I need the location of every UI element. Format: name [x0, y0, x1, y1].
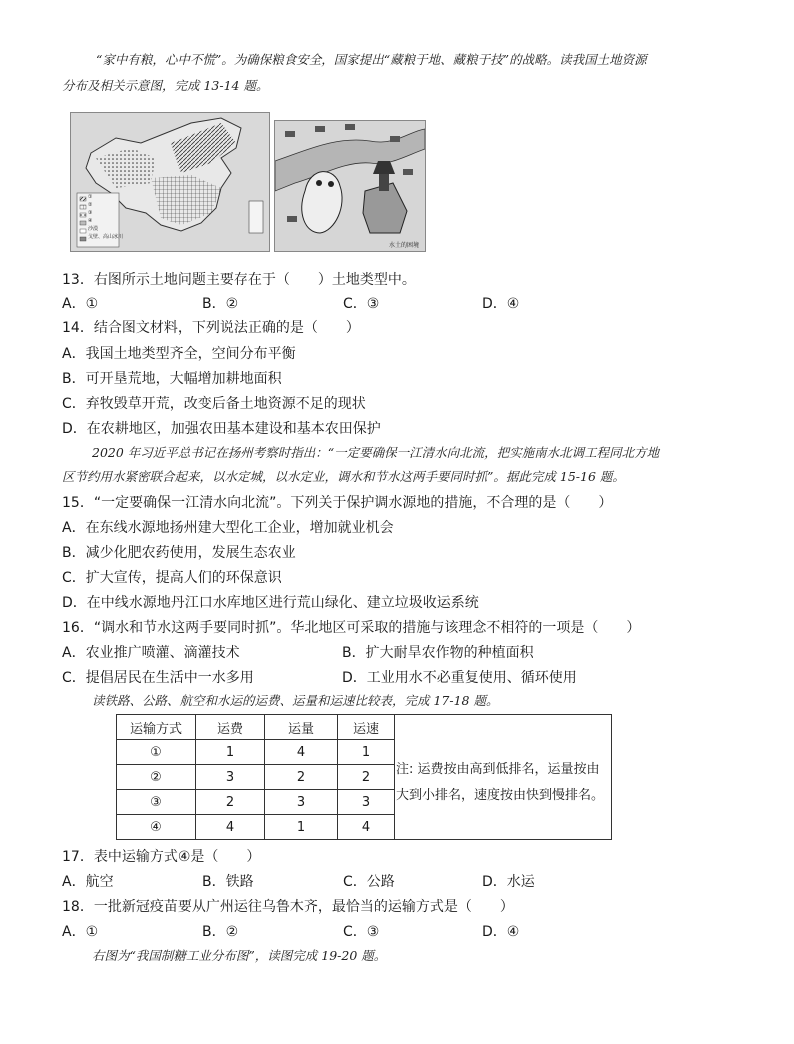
table-row	[117, 790, 395, 815]
legend-item-1: ①	[88, 194, 93, 200]
q13-option-d[interactable]: D．④	[482, 296, 520, 312]
question-14-stem: 14．结合图文材料，下列说法正确的是（ ）	[62, 320, 360, 336]
q17-option-b[interactable]: B．铁路	[202, 874, 254, 890]
table-header-cell: 运量	[265, 715, 338, 740]
q14-option-a[interactable]: A．我国土地类型齐全，空间分布平衡	[62, 346, 296, 362]
table-cell: 4	[196, 815, 265, 840]
question-18-stem: 18．一批新冠疫苗要从广州运往乌鲁木齐，最恰当的运输方式是（ ）	[62, 899, 514, 915]
transport-comparison-table	[116, 714, 395, 840]
q15-option-a[interactable]: A．在东线水源地扬州建大型化工企业，增加就业机会	[62, 520, 394, 536]
question-15-stem: 15．“一定要确保一江清水向北流”。下列关于保护调水源地的措施，不合理的是（ ）	[62, 495, 613, 511]
question-16-stem: 16．“调水和节水这两手要同时抓”。华北地区可采取的措施与该理念不相符的一项是（ ）	[62, 620, 641, 636]
intro-13-14-line1: “家中有粮，心中不慌”。为确保粮食安全，国家提出“藏粮于地、藏粮于技”的战略。读我国土地资源	[96, 52, 647, 67]
q16-option-a[interactable]: A．农业推广喷灌、滴灌技术	[62, 645, 240, 661]
q17-option-d[interactable]: D．水运	[482, 874, 535, 890]
table-header-cell: 运费	[196, 715, 265, 740]
question-16-options-row2	[62, 668, 762, 688]
table-row	[117, 815, 395, 840]
q14-option-b[interactable]: B．可开垦荒地，大幅增加耕地面积	[62, 371, 282, 387]
intro-17-18: 读铁路、公路、航空和水运的运费、运量和运速比较表，完成 17-18 题。	[92, 693, 499, 708]
table-cell: 1	[196, 740, 265, 765]
question-17-stem: 17．表中运输方式④是（ ）	[62, 849, 261, 865]
q14-option-d[interactable]: D．在农耕地区，加强农田基本建设和基本农田保护	[62, 421, 381, 437]
q18-option-a[interactable]: A．①	[62, 924, 99, 940]
q17-option-c[interactable]: C．公路	[343, 874, 395, 890]
table-cell: 2	[265, 765, 338, 790]
intro-15-16-line2: 区节约用水紧密联合起来，以水定城，以水定业，调水和节水这两手要同时抓”。据此完成 15-16 题。	[62, 469, 625, 484]
legend-item-5: 沙漠	[88, 226, 99, 232]
q16-option-d[interactable]: D．工业用水不必重复使用、循环使用	[342, 670, 577, 686]
china-land-resources-map	[70, 112, 270, 252]
question-13-stem: 13．右图所示土地问题主要存在于（ ）土地类型中。	[62, 272, 416, 288]
question-16-options-row1	[62, 643, 762, 663]
legend-item-6: 戈壁、高山冰川	[88, 234, 124, 240]
intro-15-16-line1: 2020 年习近平总书记在扬州考察时指出：“一定要确保一江清水向北流，把实施南水北调工程同北方地	[92, 445, 660, 460]
question-18-options	[62, 922, 762, 942]
legend-item-2: ②	[88, 202, 93, 208]
q15-option-c[interactable]: C．扩大宣传，提高人们的环保意识	[62, 570, 282, 586]
table-cell: ①	[117, 740, 196, 765]
cartoon-caption: 水土的困境	[388, 242, 419, 249]
question-13-options	[62, 294, 762, 314]
table-cell: 1	[265, 815, 338, 840]
q13-option-b[interactable]: B．②	[202, 296, 239, 312]
q13-option-a[interactable]: A．①	[62, 296, 99, 312]
table-header-cell: 运输方式	[117, 715, 196, 740]
table-cell: ③	[117, 790, 196, 815]
table-header-row	[117, 715, 395, 740]
soil-erosion-cartoon	[274, 120, 426, 252]
table-cell: 4	[265, 740, 338, 765]
q13-option-c[interactable]: C．③	[343, 296, 380, 312]
question-17-options	[62, 872, 762, 892]
q16-option-b[interactable]: B．扩大耐旱农作物的种植面积	[342, 645, 534, 661]
table-cell: 2	[338, 765, 395, 790]
intro-13-14-line2: 分布及相关示意图，完成 13-14 题。	[62, 78, 269, 93]
table-cell: ④	[117, 815, 196, 840]
q18-option-c[interactable]: C．③	[343, 924, 380, 940]
table-cell: 3	[265, 790, 338, 815]
q18-option-d[interactable]: D．④	[482, 924, 520, 940]
q14-option-c[interactable]: C．弃牧毁草开荒，改变后备土地资源不足的现状	[62, 396, 366, 412]
q15-option-b[interactable]: B．减少化肥农药使用，发展生态农业	[62, 545, 296, 561]
table-cell: 4	[338, 815, 395, 840]
table-cell: 1	[338, 740, 395, 765]
table-row	[117, 765, 395, 790]
table-cell: ②	[117, 765, 196, 790]
q18-option-b[interactable]: B．②	[202, 924, 239, 940]
legend-labels	[88, 193, 123, 241]
legend-item-4: ④	[88, 218, 93, 224]
q17-option-a[interactable]: A．航空	[62, 874, 114, 890]
table-row	[117, 740, 395, 765]
table-note: 注: 运费按由高到低排名，运量按由大到小排名，速度按由快到慢排名。	[392, 714, 612, 840]
q15-option-d[interactable]: D．在中线水源地丹江口水库地区进行荒山绿化、建立垃圾收运系统	[62, 595, 479, 611]
table-cell: 2	[196, 790, 265, 815]
intro-19-20: 右图为“我国制糖工业分布图”，读图完成 19-20 题。	[92, 948, 387, 963]
table-cell: 3	[196, 765, 265, 790]
legend-item-3: ③	[88, 210, 93, 216]
q16-option-c[interactable]: C．提倡居民在生活中一水多用	[62, 670, 254, 686]
table-header-cell: 运速	[338, 715, 395, 740]
table-cell: 3	[338, 790, 395, 815]
